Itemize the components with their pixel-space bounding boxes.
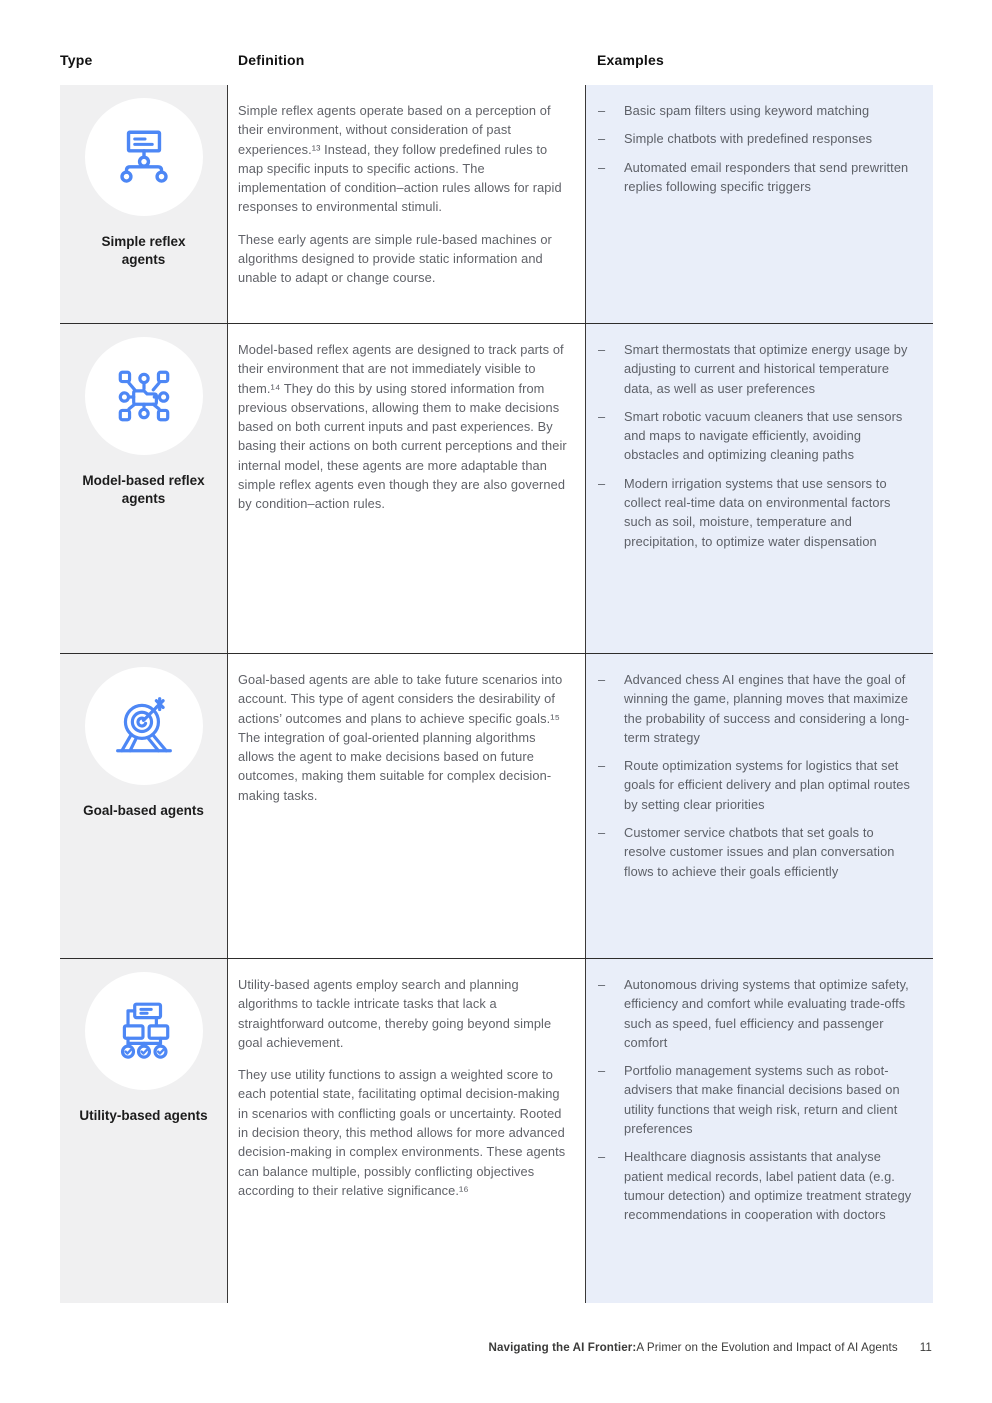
page-number: 11: [919, 1341, 932, 1354]
column-header-type: Type: [60, 52, 93, 68]
page-footer: [489, 1341, 933, 1354]
example-text: Autonomous driving systems that optimize safety, efficiency and comfort while evaluating trade-offs such as speed, fuel efficiency and passenger comfort: [624, 977, 909, 1050]
example-item: [598, 158, 919, 197]
example-item: [598, 129, 919, 148]
example-item: [598, 823, 919, 881]
type-cell: [60, 654, 228, 958]
dash-bullet: –: [598, 475, 606, 491]
dash-bullet: –: [598, 825, 606, 841]
dash-bullet: –: [598, 672, 606, 687]
dash-bullet: –: [598, 159, 606, 175]
example-item: [598, 1061, 919, 1138]
table-row-simple-reflex: [60, 85, 933, 323]
type-label: Utility-based agents: [79, 1108, 208, 1123]
example-item: [598, 340, 919, 398]
icon-circle: [85, 337, 203, 455]
type-label: Goal-based agents: [83, 803, 204, 818]
examples-cell: [585, 959, 933, 1303]
dash-bullet: –: [598, 1063, 606, 1079]
dash-bullet: –: [598, 1149, 606, 1165]
table-row-utility-based: [60, 958, 933, 1303]
footer-report-title: Navigating the AI Frontier:: [488, 1341, 637, 1354]
definition-cell: [228, 324, 585, 653]
example-item: [598, 474, 919, 551]
network-hub-icon: [111, 363, 177, 429]
example-text: Automated email responders that send prewritten replies following specific triggers: [624, 159, 909, 194]
definition-cell: [228, 85, 585, 323]
definition-paragraph: These early agents are simple rule-based machines or algorithms designed to provide static information and unable to adapt or change course.: [238, 231, 552, 286]
example-text: Healthcare diagnosis assistants that analyse patient medical records, label patient data (e.g. tumour detection) and optimize treatment strategy recommendations in cooperation with doctors: [624, 1149, 912, 1223]
type-cell: [60, 959, 228, 1303]
example-item: [598, 1147, 919, 1224]
dash-bullet: –: [598, 131, 606, 147]
icon-circle: [85, 667, 203, 785]
example-text: Route optimization systems for logistics that set goals for efficient delivery and plan optimal routes by setting clear priorities: [624, 758, 910, 812]
examples-cell: [585, 654, 933, 958]
dash-bullet: –: [598, 408, 606, 424]
example-item: [598, 756, 919, 814]
example-item: [598, 670, 919, 747]
example-text: Customer service chatbots that set goals to resolve customer issues and plan conversation flows to achieve their goals efficiently: [624, 825, 895, 879]
column-header-definition: Definition: [238, 52, 305, 68]
type-cell: [60, 324, 228, 653]
example-item: [598, 407, 919, 465]
example-text: Advanced chess AI engines that have the goal of winning the game, planning moves that maximize the probability of success and considering a long-term strategy: [624, 672, 910, 745]
table-row-model-based: [60, 323, 933, 653]
column-header-examples: Examples: [597, 52, 664, 68]
definition-paragraph: Utility-based agents employ search and planning algorithms to tackle intricate tasks that lack a straightforward outcome, thereby going beyond simple goal achievement.: [238, 977, 552, 1050]
definition-cell: [228, 654, 585, 958]
example-text: Smart thermostats that optimize energy usage by adjusting to current and historical temperature data, as well as user preferences: [624, 342, 908, 396]
dash-bullet: –: [598, 977, 606, 992]
workflow-check-icon: [111, 998, 177, 1064]
examples-cell: [585, 324, 933, 653]
example-text: Modern irrigation systems that use sensors to collect real-time data on environmental factors such as soil, moisture, temperature and precipitation, to optimize water dispensation: [624, 475, 891, 549]
definition-paragraph: Model-based reflex agents are designed to track parts of their environment that are not immediately visible to them.¹⁴ They do this by using stored information from previous observations, allowing them to make decisions based on both current inputs and past experiences. By basing their actions on both current perceptions and their internal model, these agents are more adaptable than simple reflex agents even though they are also governed by condition–action rules.: [238, 342, 567, 512]
table-header-row: [60, 52, 933, 68]
examples-cell: [585, 85, 933, 323]
example-text: Simple chatbots with predefined responses: [624, 131, 873, 147]
example-text: Basic spam filters using keyword matching: [624, 103, 870, 118]
icon-circle: [85, 972, 203, 1090]
table-body: [60, 85, 933, 1303]
dash-bullet: –: [598, 103, 606, 118]
type-label: Simple reflex agents: [101, 234, 186, 267]
table-row-goal-based: [60, 653, 933, 958]
example-item: [598, 101, 919, 120]
footer-report-subtitle: A Primer on the Evolution and Impact of AI Agents: [636, 1341, 898, 1354]
definition-paragraph: Simple reflex agents operate based on a perception of their environment, without consideration of past experiences.¹³ Instead, they follow predefined rules to map specific inputs to specific actions. The implementation of condition–action rules allows for rapid responses to environmental stimuli.: [238, 103, 562, 215]
example-text: Smart robotic vacuum cleaners that use sensors and maps to navigate efficiently, avoiding obstacles and optimizing cleaning paths: [624, 408, 903, 463]
dash-bullet: –: [598, 342, 606, 357]
type-label: Model-based reflex agents: [82, 473, 205, 506]
definition-paragraph: They use utility functions to assign a weighted score to each potential state, facilitating optimal decision-making in scenarios with conflicting goals or uncertainty. Rooted in decision theory, this method allows for more advanced decision-making in complex environments. These agents can balance multiple, possibly conflicting objectives according to their relative significance.¹⁶: [238, 1067, 566, 1198]
target-arrow-icon: [111, 693, 177, 759]
example-text: Portfolio management systems such as robot-advisers that make financial decisions based on utility functions that weigh risk, return and client preferences: [624, 1063, 900, 1137]
example-item: [598, 975, 919, 1052]
hierarchy-icon: [111, 124, 177, 190]
icon-circle: [85, 98, 203, 216]
type-cell: [60, 85, 228, 323]
dash-bullet: –: [598, 758, 606, 774]
definition-paragraph: Goal-based agents are able to take future scenarios into account. This type of agent considers the desirability of actions’ outcomes and plans to achieve specific goals.¹⁵ The integration of goal-oriented planning algorithms allows the agent to make decisions based on future outcomes, making them suitable for complex decision-making tasks.: [238, 672, 563, 803]
agent-types-table: [60, 52, 933, 1303]
definition-cell: [228, 959, 585, 1303]
